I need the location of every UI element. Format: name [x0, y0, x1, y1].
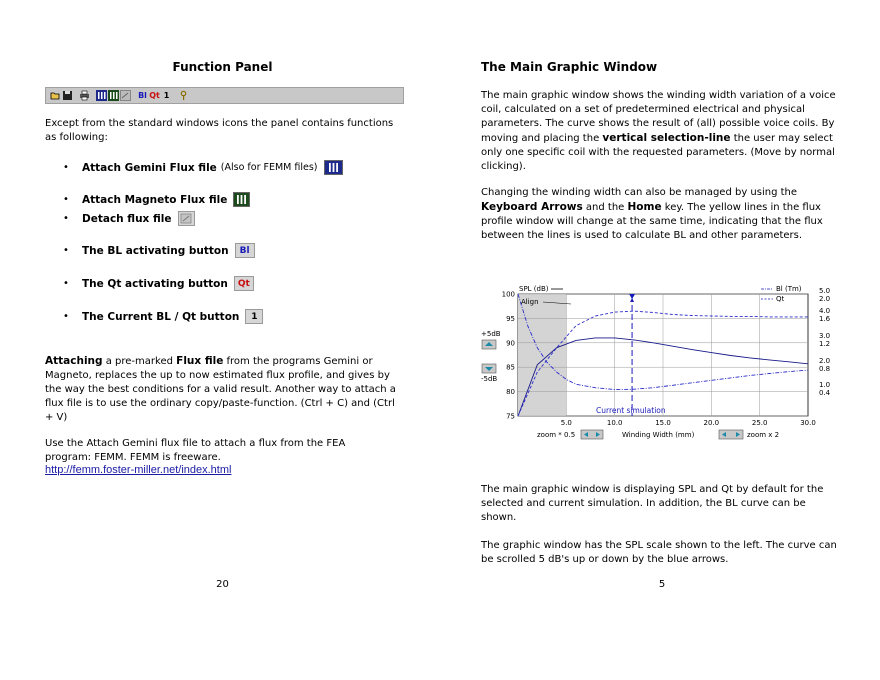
intro-text: Except from the standard windows icons the panel contains functions as following:	[45, 118, 394, 143]
list-item-current	[45, 309, 263, 324]
right-tick-label-bl: 5.0	[819, 287, 831, 295]
bullet: •	[63, 194, 69, 205]
zoom-in-label: zoom x 2	[747, 431, 780, 439]
item-label: Attach Magneto Flux file	[82, 193, 228, 206]
plus5-label: +5dB	[481, 330, 501, 338]
main-graphic-paragraph-4: The graphic window has the SPL scale shown to the left. The curve can be scrolled 5 dB's up or down by the blue arrows.	[481, 540, 837, 565]
item-note: (Also for FEMM files)	[220, 162, 318, 173]
item-label: Attach Gemini Flux file	[82, 161, 217, 174]
bullet: •	[63, 213, 69, 224]
legend-qt: Qt	[776, 295, 785, 303]
right-tick-label-qt: 0.4	[819, 389, 831, 397]
item-label: The BL activating button	[82, 244, 229, 257]
current-toolbar-icon[interactable]: 1	[163, 91, 170, 100]
minus5-label: -5dB	[481, 375, 498, 383]
align-annotation: Align	[521, 298, 539, 306]
detach-icon[interactable]	[120, 90, 131, 101]
bold-home: Home	[627, 201, 662, 213]
page-number-left: 20	[216, 579, 229, 590]
y-tick-label: 100	[501, 290, 515, 299]
legend-bl: Bl (Tm)	[776, 285, 802, 293]
list-item-attach-gemini	[45, 160, 343, 175]
save-icon[interactable]	[62, 90, 73, 101]
qt-toolbar-icon[interactable]: Qt	[149, 91, 160, 100]
bold-keyboard-arrows: Keyboard Arrows	[481, 201, 583, 213]
text-span: Changing the winding width can also be managed by using the	[481, 187, 798, 198]
function-panel-toolbar	[45, 87, 404, 104]
item-label: The Current BL / Qt button	[82, 310, 240, 323]
current-button-icon: 1	[245, 309, 263, 324]
list-item-bl	[45, 243, 255, 258]
y-tick-label: 75	[506, 412, 515, 421]
y-tick-label: 80	[506, 388, 515, 397]
bl-button-icon: Bl	[235, 243, 255, 258]
y-tick-label: 90	[506, 339, 515, 348]
right-tick-label-bl: 4.0	[819, 307, 831, 315]
x-axis-label: Winding Width (mm)	[622, 431, 695, 439]
bullet: •	[63, 162, 69, 173]
detach-button-icon	[178, 211, 195, 226]
current-simulation-label: Current simulation	[596, 406, 666, 415]
page-title-main-graphic-window: The Main Graphic Window	[481, 60, 658, 74]
x-tick-label: 30.0	[800, 419, 816, 427]
main-graphic-window-chart[interactable]	[481, 284, 841, 444]
text-span: key. The yellow lines in the flux profile window will change at the same time, indicating that the flux between the lines is used to calculate BL and other parameters.	[481, 202, 823, 241]
bl-toolbar-icon[interactable]: Bl	[138, 91, 147, 100]
help-icon[interactable]	[178, 90, 189, 101]
right-tick-label-qt: 0.8	[819, 365, 831, 373]
page-title-function-panel: Function Panel	[172, 60, 273, 74]
x-tick-label: 10.0	[606, 419, 623, 427]
x-tick-label: 5.0	[560, 419, 572, 427]
attach-gemini-button-icon	[324, 160, 343, 175]
item-label: Detach flux file	[82, 212, 172, 225]
print-icon[interactable]	[79, 90, 90, 101]
attach-magneto-icon[interactable]	[108, 90, 119, 101]
bullet: •	[63, 245, 69, 256]
bullet: •	[63, 278, 69, 289]
x-tick-label: 15.0	[655, 419, 671, 427]
right-tick-label-qt: 1.2	[819, 340, 831, 348]
bold-flux-file: Flux file	[176, 355, 224, 367]
bold-attaching: Attaching	[45, 355, 103, 367]
open-icon[interactable]	[50, 90, 61, 101]
text-span: the user may select only one specific coil with the requested parameters. (Move by normal clicking).	[481, 133, 835, 172]
femm-link[interactable]: http://femm.foster-miller.net/index.html	[45, 464, 232, 476]
y-tick-label: 95	[506, 314, 515, 323]
right-tick-label-qt: 2.0	[819, 295, 831, 303]
text-span: a pre-marked	[102, 356, 177, 367]
femm-paragraph: Use the Attach Gemini flux file to attach a flux from the FEA program: FEMM. FEMM is freeware.	[45, 438, 346, 463]
text-span: and the	[582, 202, 628, 213]
right-tick-label-qt: 1.6	[819, 315, 831, 323]
text-span: The main graphic window shows the winding width variation of a voice coil, calculated on a set of predetermined electrical and physical parameters. The curve shows the result of (all) possible voice coils. By moving and placing the	[481, 90, 836, 144]
attach-gemini-icon[interactable]	[96, 90, 107, 101]
attach-magneto-button-icon	[233, 192, 250, 207]
qt-button-icon: Qt	[234, 276, 254, 291]
attaching-paragraph	[45, 354, 400, 425]
list-item-attach-magneto	[45, 192, 250, 207]
main-graphic-paragraph-3: The main graphic window is displaying SPL and Qt by default for the selected and current simulation. In addition, the BL curve can be shown.	[481, 484, 824, 523]
main-graphic-paragraph-2	[481, 186, 843, 243]
right-tick-label-bl: 3.0	[819, 332, 831, 340]
legend-spl: SPL (dB)	[519, 285, 549, 293]
text-span: from the programs Gemini or Magneto, replaces the up to now estimated flux profile, and gives by the way the best conditions for a valid result. Another way to attach a flux file is to use the ordinary copy/paste-function. (Ctrl + C) and (Ctrl + V)	[45, 356, 396, 423]
page-number-right: 5	[658, 579, 666, 590]
bullet: •	[63, 311, 69, 322]
item-label: The Qt activating button	[82, 277, 228, 290]
list-item-qt	[45, 276, 254, 291]
right-tick-label-bl: 2.0	[819, 357, 831, 365]
x-tick-label: 25.0	[751, 419, 768, 427]
bold-selection-line: vertical selection-line	[602, 132, 731, 144]
right-tick-label-bl: 1.0	[819, 381, 831, 389]
list-item-detach	[45, 211, 195, 226]
main-graphic-paragraph-1	[481, 89, 843, 174]
y-tick-label: 85	[506, 363, 515, 372]
x-tick-label: 20.0	[703, 419, 720, 427]
zoom-out-label: zoom * 0.5	[537, 431, 576, 439]
